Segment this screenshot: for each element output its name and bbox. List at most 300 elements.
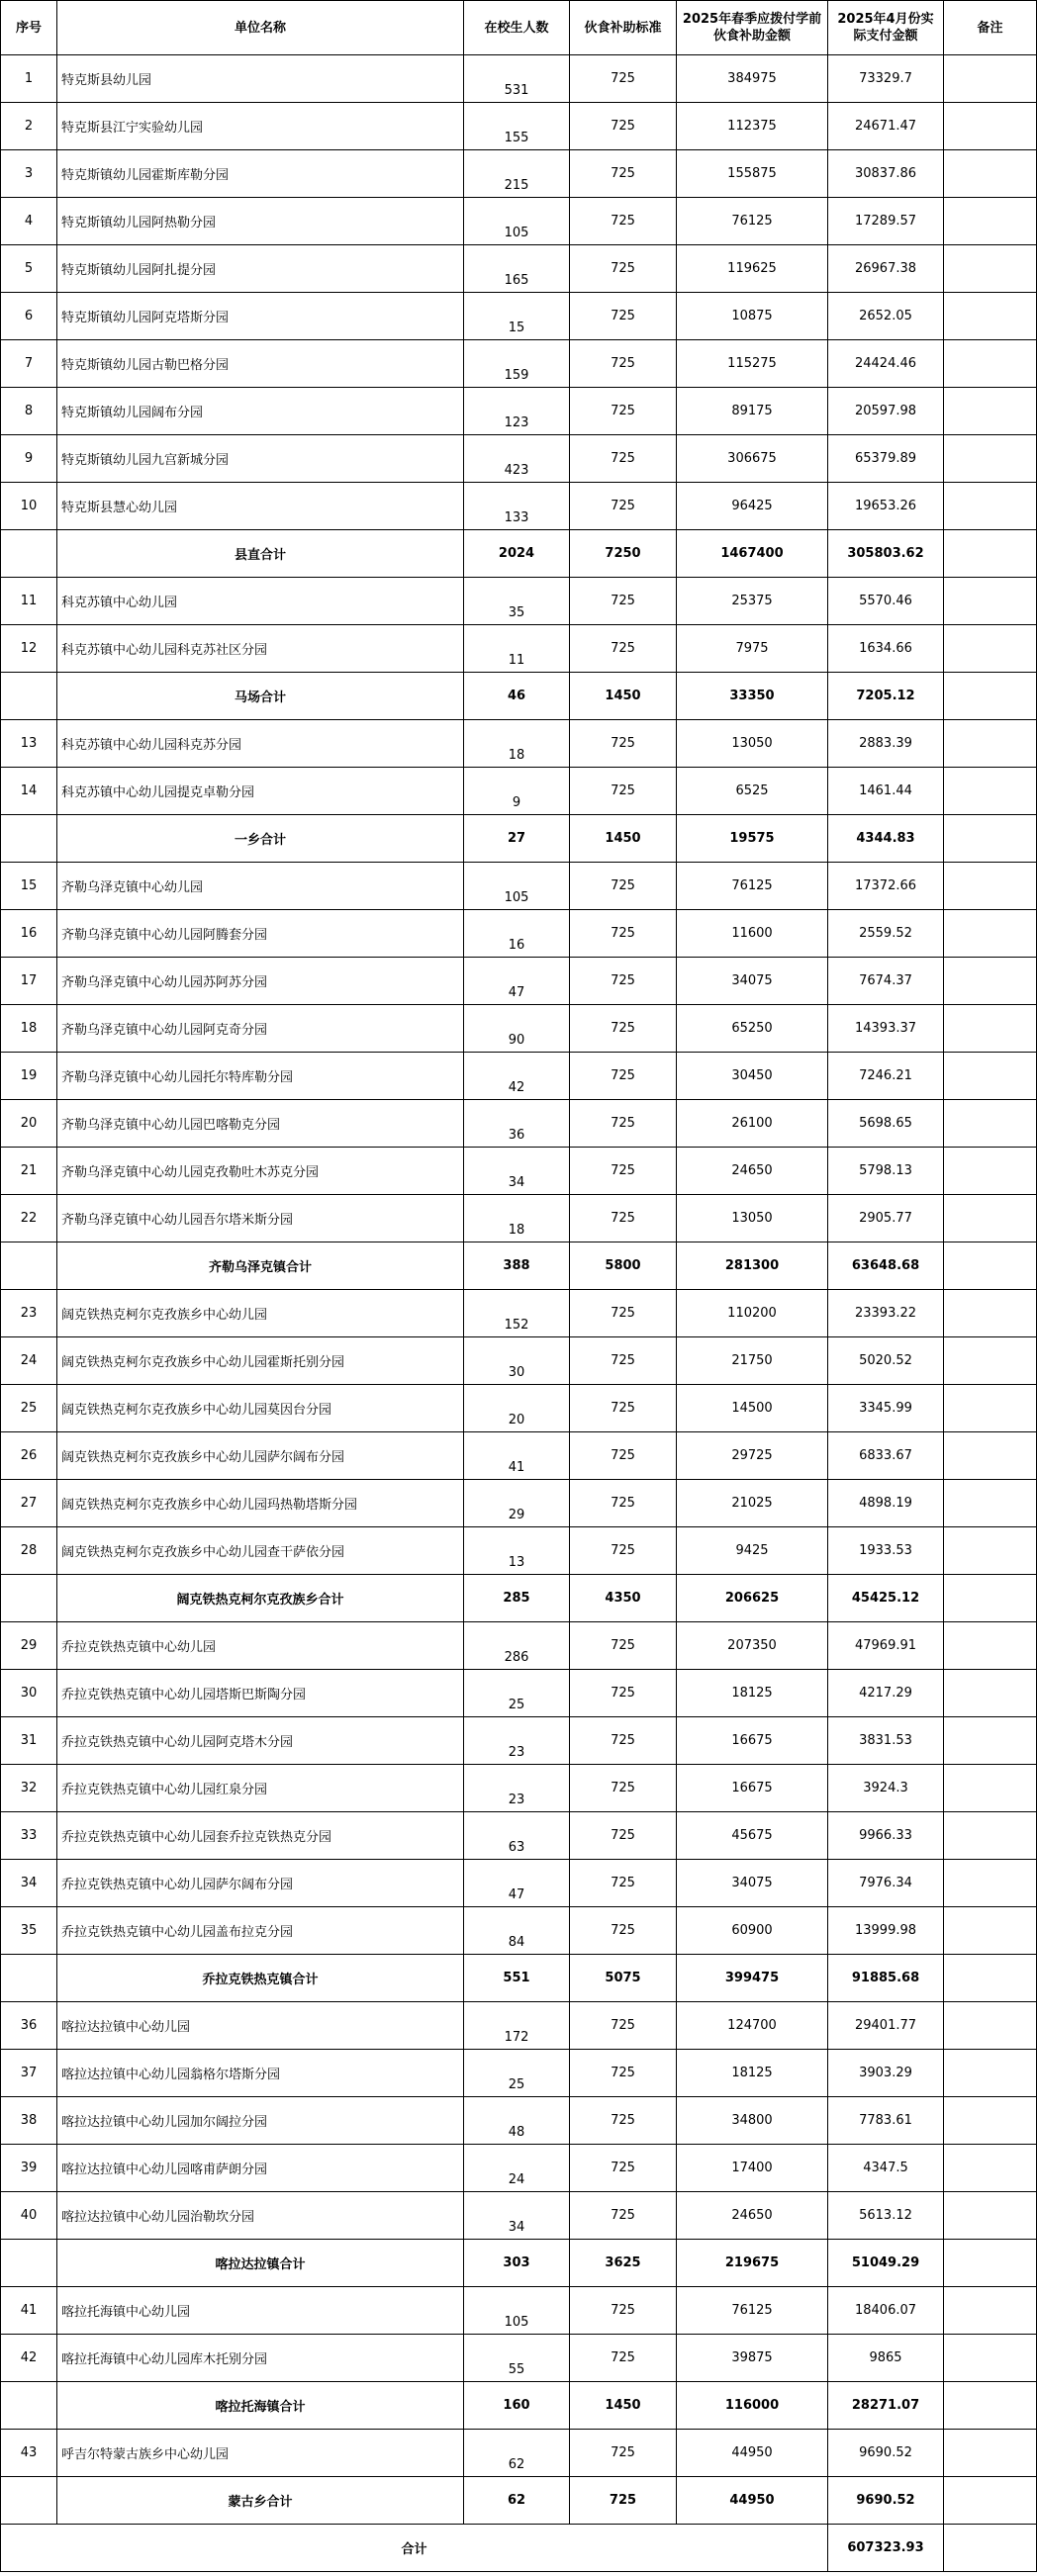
seq-cell: 33: [1, 1812, 57, 1860]
seq-cell: 13: [1, 720, 57, 768]
remark-cell: [944, 1005, 1037, 1053]
remark-cell: [944, 2192, 1037, 2240]
table-row: [1, 1148, 1037, 1195]
seq-cell: 32: [1, 1765, 57, 1812]
actual-cell: 30837.86: [828, 150, 944, 198]
remark-cell: [944, 1053, 1037, 1100]
seq-cell: 43: [1, 2430, 57, 2477]
unit-name-cell: 科克苏镇中心幼儿园提克卓勒分园: [57, 768, 464, 815]
standard-cell: 725: [570, 1195, 677, 1242]
table-row: [1, 1337, 1037, 1385]
allocation-cell: 124700: [677, 2002, 828, 2050]
actual-cell: 47969.91: [828, 1622, 944, 1670]
standard-cell: 725: [570, 1622, 677, 1670]
actual-cell: 7783.61: [828, 2097, 944, 2145]
students-cell: 25: [464, 1670, 570, 1717]
students-cell: 18: [464, 1195, 570, 1242]
students-cell: 47: [464, 1860, 570, 1907]
seq-cell: 30: [1, 1670, 57, 1717]
actual-cell: 20597.98: [828, 388, 944, 435]
standard-cell: 725: [570, 1527, 677, 1575]
allocation-cell: 39875: [677, 2335, 828, 2382]
allocation-cell: 17400: [677, 2145, 828, 2192]
actual-cell: 7246.21: [828, 1053, 944, 1100]
standard-cell: 725: [570, 1148, 677, 1195]
allocation-cell: 155875: [677, 150, 828, 198]
unit-name-cell: 科克苏镇中心幼儿园科克苏社区分园: [57, 625, 464, 673]
students-cell: 62: [464, 2430, 570, 2477]
students-cell: 18: [464, 720, 570, 768]
actual-cell: 19653.26: [828, 483, 944, 530]
subtotal-standard: 1450: [570, 815, 677, 863]
subtotal-allocation: 33350: [677, 673, 828, 720]
standard-cell: 725: [570, 198, 677, 245]
actual-cell: 1461.44: [828, 768, 944, 815]
allocation-cell: 24650: [677, 2192, 828, 2240]
unit-name-cell: 阔克铁热克柯尔克孜族乡中心幼儿园查干萨依分园: [57, 1527, 464, 1575]
unit-name-cell: 喀拉达拉镇中心幼儿园治勒坎分园: [57, 2192, 464, 2240]
subtotal-students: 388: [464, 1242, 570, 1290]
students-cell: 105: [464, 2287, 570, 2335]
actual-cell: 5798.13: [828, 1148, 944, 1195]
students-cell: 165: [464, 245, 570, 293]
students-cell: 35: [464, 578, 570, 625]
actual-cell: 2883.39: [828, 720, 944, 768]
remark-cell: [944, 1242, 1037, 1290]
students-cell: 11: [464, 625, 570, 673]
remark-cell: [944, 483, 1037, 530]
seq-cell: 28: [1, 1527, 57, 1575]
table-row: [1, 2287, 1037, 2335]
students-cell: 25: [464, 2050, 570, 2097]
remark-cell: [944, 720, 1037, 768]
unit-name-cell: 乔拉克铁热克镇中心幼儿园套乔拉克铁热克分园: [57, 1812, 464, 1860]
table-row: [1, 1670, 1037, 1717]
allocation-cell: 115275: [677, 340, 828, 388]
remark-cell: [944, 2287, 1037, 2335]
standard-cell: 725: [570, 2050, 677, 2097]
unit-name-cell: 科克苏镇中心幼儿园科克苏分园: [57, 720, 464, 768]
actual-cell: 4217.29: [828, 1670, 944, 1717]
remark-cell: [944, 1622, 1037, 1670]
remark-cell: [944, 2097, 1037, 2145]
seq-cell: 18: [1, 1005, 57, 1053]
remark-cell: [944, 1527, 1037, 1575]
allocation-cell: 25375: [677, 578, 828, 625]
subtotal-allocation: 44950: [677, 2477, 828, 2525]
allocation-cell: 76125: [677, 863, 828, 910]
seq-cell: 24: [1, 1337, 57, 1385]
unit-name-cell: 齐勒乌泽克镇中心幼儿园苏阿苏分园: [57, 958, 464, 1005]
allocation-cell: 60900: [677, 1907, 828, 1955]
table-row: [1, 1860, 1037, 1907]
actual-cell: 5570.46: [828, 578, 944, 625]
actual-cell: 29401.77: [828, 2002, 944, 2050]
seq-cell: 10: [1, 483, 57, 530]
students-cell: 84: [464, 1907, 570, 1955]
students-cell: 30: [464, 1337, 570, 1385]
unit-name-cell: 特克斯县幼儿园: [57, 55, 464, 103]
students-cell: 152: [464, 1290, 570, 1337]
subtotal-label: 阔克铁热克柯尔克孜族乡合计: [57, 1575, 464, 1622]
seq-cell: 21: [1, 1148, 57, 1195]
remark-cell: [944, 245, 1037, 293]
allocation-cell: 30450: [677, 1053, 828, 1100]
standard-cell: 725: [570, 103, 677, 150]
remark-cell: [944, 103, 1037, 150]
standard-cell: 725: [570, 1005, 677, 1053]
subtotal-students: 285: [464, 1575, 570, 1622]
remark-cell: [944, 1385, 1037, 1432]
seq-cell: 9: [1, 435, 57, 483]
table-row: [1, 625, 1037, 673]
seq-cell: 29: [1, 1622, 57, 1670]
actual-cell: 5698.65: [828, 1100, 944, 1148]
students-cell: 172: [464, 2002, 570, 2050]
students-cell: 55: [464, 2335, 570, 2382]
unit-name-cell: 喀拉达拉镇中心幼儿园喀甫萨朗分园: [57, 2145, 464, 2192]
seq-cell: 20: [1, 1100, 57, 1148]
subtotal-seq-cell: [1, 1955, 57, 2002]
actual-cell: 9690.52: [828, 2430, 944, 2477]
students-cell: 133: [464, 483, 570, 530]
unit-name-cell: 阔克铁热克柯尔克孜族乡中心幼儿园萨尔阔布分园: [57, 1432, 464, 1480]
subtotal-label: 蒙古乡合计: [57, 2477, 464, 2525]
unit-name-cell: 齐勒乌泽克镇中心幼儿园阿腾套分园: [57, 910, 464, 958]
remark-cell: [944, 435, 1037, 483]
allocation-cell: 384975: [677, 55, 828, 103]
students-cell: 159: [464, 340, 570, 388]
table-row: [1, 2430, 1037, 2477]
seq-cell: 34: [1, 1860, 57, 1907]
remark-cell: [944, 2050, 1037, 2097]
grand-total-actual: 607323.93: [828, 2525, 944, 2572]
seq-cell: 1: [1, 55, 57, 103]
actual-cell: 17372.66: [828, 863, 944, 910]
subtotal-label: 县直合计: [57, 530, 464, 578]
table-row: [1, 2335, 1037, 2382]
remark-cell: [944, 673, 1037, 720]
standard-cell: 725: [570, 1717, 677, 1765]
students-cell: 20: [464, 1385, 570, 1432]
seq-cell: 27: [1, 1480, 57, 1527]
subtotal-actual: 9690.52: [828, 2477, 944, 2525]
remark-cell: [944, 1290, 1037, 1337]
seq-cell: 22: [1, 1195, 57, 1242]
actual-cell: 14393.37: [828, 1005, 944, 1053]
allocation-cell: 110200: [677, 1290, 828, 1337]
standard-cell: 725: [570, 1337, 677, 1385]
unit-name-cell: 科克苏镇中心幼儿园: [57, 578, 464, 625]
standard-cell: 725: [570, 910, 677, 958]
table-row: [1, 340, 1037, 388]
students-cell: 48: [464, 2097, 570, 2145]
subtotal-students: 2024: [464, 530, 570, 578]
unit-name-cell: 乔拉克铁热克镇中心幼儿园塔斯巴斯陶分园: [57, 1670, 464, 1717]
students-cell: 41: [464, 1432, 570, 1480]
header-seq: 序号: [1, 1, 57, 55]
remark-cell: [944, 863, 1037, 910]
actual-cell: 2905.77: [828, 1195, 944, 1242]
remark-cell: [944, 2240, 1037, 2287]
remark-cell: [944, 2477, 1037, 2525]
subtotal-students: 160: [464, 2382, 570, 2430]
standard-cell: 725: [570, 720, 677, 768]
header-unit: 单位名称: [57, 1, 464, 55]
actual-cell: 9966.33: [828, 1812, 944, 1860]
allocation-cell: 18125: [677, 1670, 828, 1717]
remark-cell: [944, 1717, 1037, 1765]
standard-cell: 725: [570, 483, 677, 530]
standard-cell: 725: [570, 435, 677, 483]
allocation-cell: 34075: [677, 1860, 828, 1907]
students-cell: 36: [464, 1100, 570, 1148]
table-row: [1, 1005, 1037, 1053]
seq-cell: 36: [1, 2002, 57, 2050]
standard-cell: 725: [570, 293, 677, 340]
actual-cell: 2652.05: [828, 293, 944, 340]
remark-cell: [944, 2335, 1037, 2382]
table-row: [1, 2050, 1037, 2097]
remark-cell: [944, 1432, 1037, 1480]
actual-cell: 4347.5: [828, 2145, 944, 2192]
remark-cell: [944, 1765, 1037, 1812]
subtotal-standard: 5075: [570, 1955, 677, 2002]
subtotal-seq-cell: [1, 2382, 57, 2430]
standard-cell: 725: [570, 2287, 677, 2335]
remark-cell: [944, 1148, 1037, 1195]
subtotal-standard: 1450: [570, 673, 677, 720]
remark-cell: [944, 625, 1037, 673]
subtotal-actual: 305803.62: [828, 530, 944, 578]
unit-name-cell: 齐勒乌泽克镇中心幼儿园克孜勒吐木苏克分园: [57, 1148, 464, 1195]
subtotal-actual: 7205.12: [828, 673, 944, 720]
table-row: [1, 2097, 1037, 2145]
subtotal-row: [1, 673, 1037, 720]
students-cell: 9: [464, 768, 570, 815]
subtotal-label: 马场合计: [57, 673, 464, 720]
unit-name-cell: 呼吉尔特蒙古族乡中心幼儿园: [57, 2430, 464, 2477]
unit-name-cell: 喀拉托海镇中心幼儿园库木托别分园: [57, 2335, 464, 2382]
table-row: [1, 1527, 1037, 1575]
remark-cell: [944, 2382, 1037, 2430]
allocation-cell: 112375: [677, 103, 828, 150]
subtotal-seq-cell: [1, 1242, 57, 1290]
table-row: [1, 435, 1037, 483]
seq-cell: 38: [1, 2097, 57, 2145]
table-row: [1, 55, 1037, 103]
subtotal-row: [1, 815, 1037, 863]
allocation-cell: 24650: [677, 1148, 828, 1195]
allocation-cell: 119625: [677, 245, 828, 293]
standard-cell: 725: [570, 625, 677, 673]
actual-cell: 24671.47: [828, 103, 944, 150]
remark-cell: [944, 2145, 1037, 2192]
students-cell: 47: [464, 958, 570, 1005]
allocation-cell: 9425: [677, 1527, 828, 1575]
standard-cell: 725: [570, 55, 677, 103]
table-row: [1, 1290, 1037, 1337]
subtotal-seq-cell: [1, 673, 57, 720]
allocation-cell: 14500: [677, 1385, 828, 1432]
subtotal-row: [1, 530, 1037, 578]
table-row: [1, 1622, 1037, 1670]
remark-cell: [944, 340, 1037, 388]
standard-cell: 725: [570, 1053, 677, 1100]
table-row: [1, 910, 1037, 958]
table-row: [1, 1480, 1037, 1527]
unit-name-cell: 特克斯县慧心幼儿园: [57, 483, 464, 530]
remark-cell: [944, 2430, 1037, 2477]
unit-name-cell: 齐勒乌泽克镇中心幼儿园: [57, 863, 464, 910]
subtotal-allocation: 19575: [677, 815, 828, 863]
table-row: [1, 198, 1037, 245]
allocation-cell: 44950: [677, 2430, 828, 2477]
subtotal-row: [1, 2240, 1037, 2287]
table-row: [1, 1765, 1037, 1812]
standard-cell: 725: [570, 2430, 677, 2477]
students-cell: 34: [464, 2192, 570, 2240]
actual-cell: 73329.7: [828, 55, 944, 103]
allocation-cell: 65250: [677, 1005, 828, 1053]
table-row: [1, 103, 1037, 150]
subtotal-actual: 91885.68: [828, 1955, 944, 2002]
subtotal-actual: 45425.12: [828, 1575, 944, 1622]
unit-name-cell: 特克斯镇幼儿园古勒巴格分园: [57, 340, 464, 388]
table-row: [1, 2002, 1037, 2050]
seq-cell: 37: [1, 2050, 57, 2097]
allocation-cell: 13050: [677, 720, 828, 768]
remark-cell: [944, 1337, 1037, 1385]
students-cell: 15: [464, 293, 570, 340]
table-row: [1, 1053, 1037, 1100]
seq-cell: 41: [1, 2287, 57, 2335]
remark-cell: [944, 388, 1037, 435]
allocation-cell: 26100: [677, 1100, 828, 1148]
standard-cell: 725: [570, 1907, 677, 1955]
actual-cell: 18406.07: [828, 2287, 944, 2335]
unit-name-cell: 特克斯镇幼儿园阿扎提分园: [57, 245, 464, 293]
standard-cell: 725: [570, 2002, 677, 2050]
standard-cell: 725: [570, 768, 677, 815]
subtotal-seq-cell: [1, 2477, 57, 2525]
subtotal-students: 62: [464, 2477, 570, 2525]
table-row: [1, 1100, 1037, 1148]
table-row: [1, 2192, 1037, 2240]
actual-cell: 13999.98: [828, 1907, 944, 1955]
table-row: [1, 768, 1037, 815]
subtotal-allocation: 399475: [677, 1955, 828, 2002]
standard-cell: 725: [570, 1385, 677, 1432]
remark-cell: [944, 1575, 1037, 1622]
remark-cell: [944, 530, 1037, 578]
students-cell: 286: [464, 1622, 570, 1670]
standard-cell: 725: [570, 1290, 677, 1337]
unit-name-cell: 乔拉克铁热克镇中心幼儿园萨尔阔布分园: [57, 1860, 464, 1907]
subtotal-actual: 63648.68: [828, 1242, 944, 1290]
unit-name-cell: 喀拉达拉镇中心幼儿园翁格尔塔斯分园: [57, 2050, 464, 2097]
subtotal-allocation: 1467400: [677, 530, 828, 578]
subtotal-row: [1, 2382, 1037, 2430]
standard-cell: 725: [570, 958, 677, 1005]
allocation-cell: 45675: [677, 1812, 828, 1860]
table-row: [1, 720, 1037, 768]
subtotal-row: [1, 1955, 1037, 2002]
unit-name-cell: 乔拉克铁热克镇中心幼儿园红泉分园: [57, 1765, 464, 1812]
allocation-cell: 76125: [677, 2287, 828, 2335]
seq-cell: 4: [1, 198, 57, 245]
table-row: [1, 1195, 1037, 1242]
actual-cell: 3345.99: [828, 1385, 944, 1432]
header-students: 在校生人数: [464, 1, 570, 55]
allocation-cell: 11600: [677, 910, 828, 958]
unit-name-cell: 特克斯镇幼儿园霍斯库勒分园: [57, 150, 464, 198]
actual-cell: 4898.19: [828, 1480, 944, 1527]
unit-name-cell: 齐勒乌泽克镇中心幼儿园巴喀勒克分园: [57, 1100, 464, 1148]
remark-cell: [944, 150, 1037, 198]
subtotal-students: 46: [464, 673, 570, 720]
table-row: [1, 863, 1037, 910]
seq-cell: 16: [1, 910, 57, 958]
actual-cell: 1634.66: [828, 625, 944, 673]
actual-cell: 7976.34: [828, 1860, 944, 1907]
allocation-cell: 34800: [677, 2097, 828, 2145]
allocation-cell: 207350: [677, 1622, 828, 1670]
subtotal-actual: 4344.83: [828, 815, 944, 863]
standard-cell: 725: [570, 1480, 677, 1527]
actual-cell: 65379.89: [828, 435, 944, 483]
standard-cell: 725: [570, 388, 677, 435]
allocation-cell: 16675: [677, 1765, 828, 1812]
actual-cell: 24424.46: [828, 340, 944, 388]
subtotal-actual: 28271.07: [828, 2382, 944, 2430]
students-cell: 13: [464, 1527, 570, 1575]
subtotal-label: 喀拉达拉镇合计: [57, 2240, 464, 2287]
allocation-cell: 76125: [677, 198, 828, 245]
remark-cell: [944, 55, 1037, 103]
allocation-cell: 21025: [677, 1480, 828, 1527]
actual-cell: 3903.29: [828, 2050, 944, 2097]
subtotal-row: [1, 1242, 1037, 1290]
remark-cell: [944, 2002, 1037, 2050]
actual-cell: 5020.52: [828, 1337, 944, 1385]
subtotal-row: [1, 2477, 1037, 2525]
allocation-cell: 7975: [677, 625, 828, 673]
seq-cell: 25: [1, 1385, 57, 1432]
unit-name-cell: 乔拉克铁热克镇中心幼儿园盖布拉克分园: [57, 1907, 464, 1955]
seq-cell: 23: [1, 1290, 57, 1337]
seq-cell: 15: [1, 863, 57, 910]
standard-cell: 725: [570, 1100, 677, 1148]
unit-name-cell: 阔克铁热克柯尔克孜族乡中心幼儿园莫因台分园: [57, 1385, 464, 1432]
seq-cell: 11: [1, 578, 57, 625]
subtotal-allocation: 116000: [677, 2382, 828, 2430]
subtotal-allocation: 281300: [677, 1242, 828, 1290]
actual-cell: 5613.12: [828, 2192, 944, 2240]
table-row: [1, 150, 1037, 198]
subtotal-allocation: 219675: [677, 2240, 828, 2287]
allocation-cell: 18125: [677, 2050, 828, 2097]
unit-name-cell: 特克斯镇幼儿园阔布分园: [57, 388, 464, 435]
table-row: [1, 1717, 1037, 1765]
students-cell: 29: [464, 1480, 570, 1527]
actual-cell: 9865: [828, 2335, 944, 2382]
seq-cell: 5: [1, 245, 57, 293]
standard-cell: 725: [570, 2097, 677, 2145]
seq-cell: 7: [1, 340, 57, 388]
standard-cell: 725: [570, 150, 677, 198]
subtotal-row: [1, 1575, 1037, 1622]
